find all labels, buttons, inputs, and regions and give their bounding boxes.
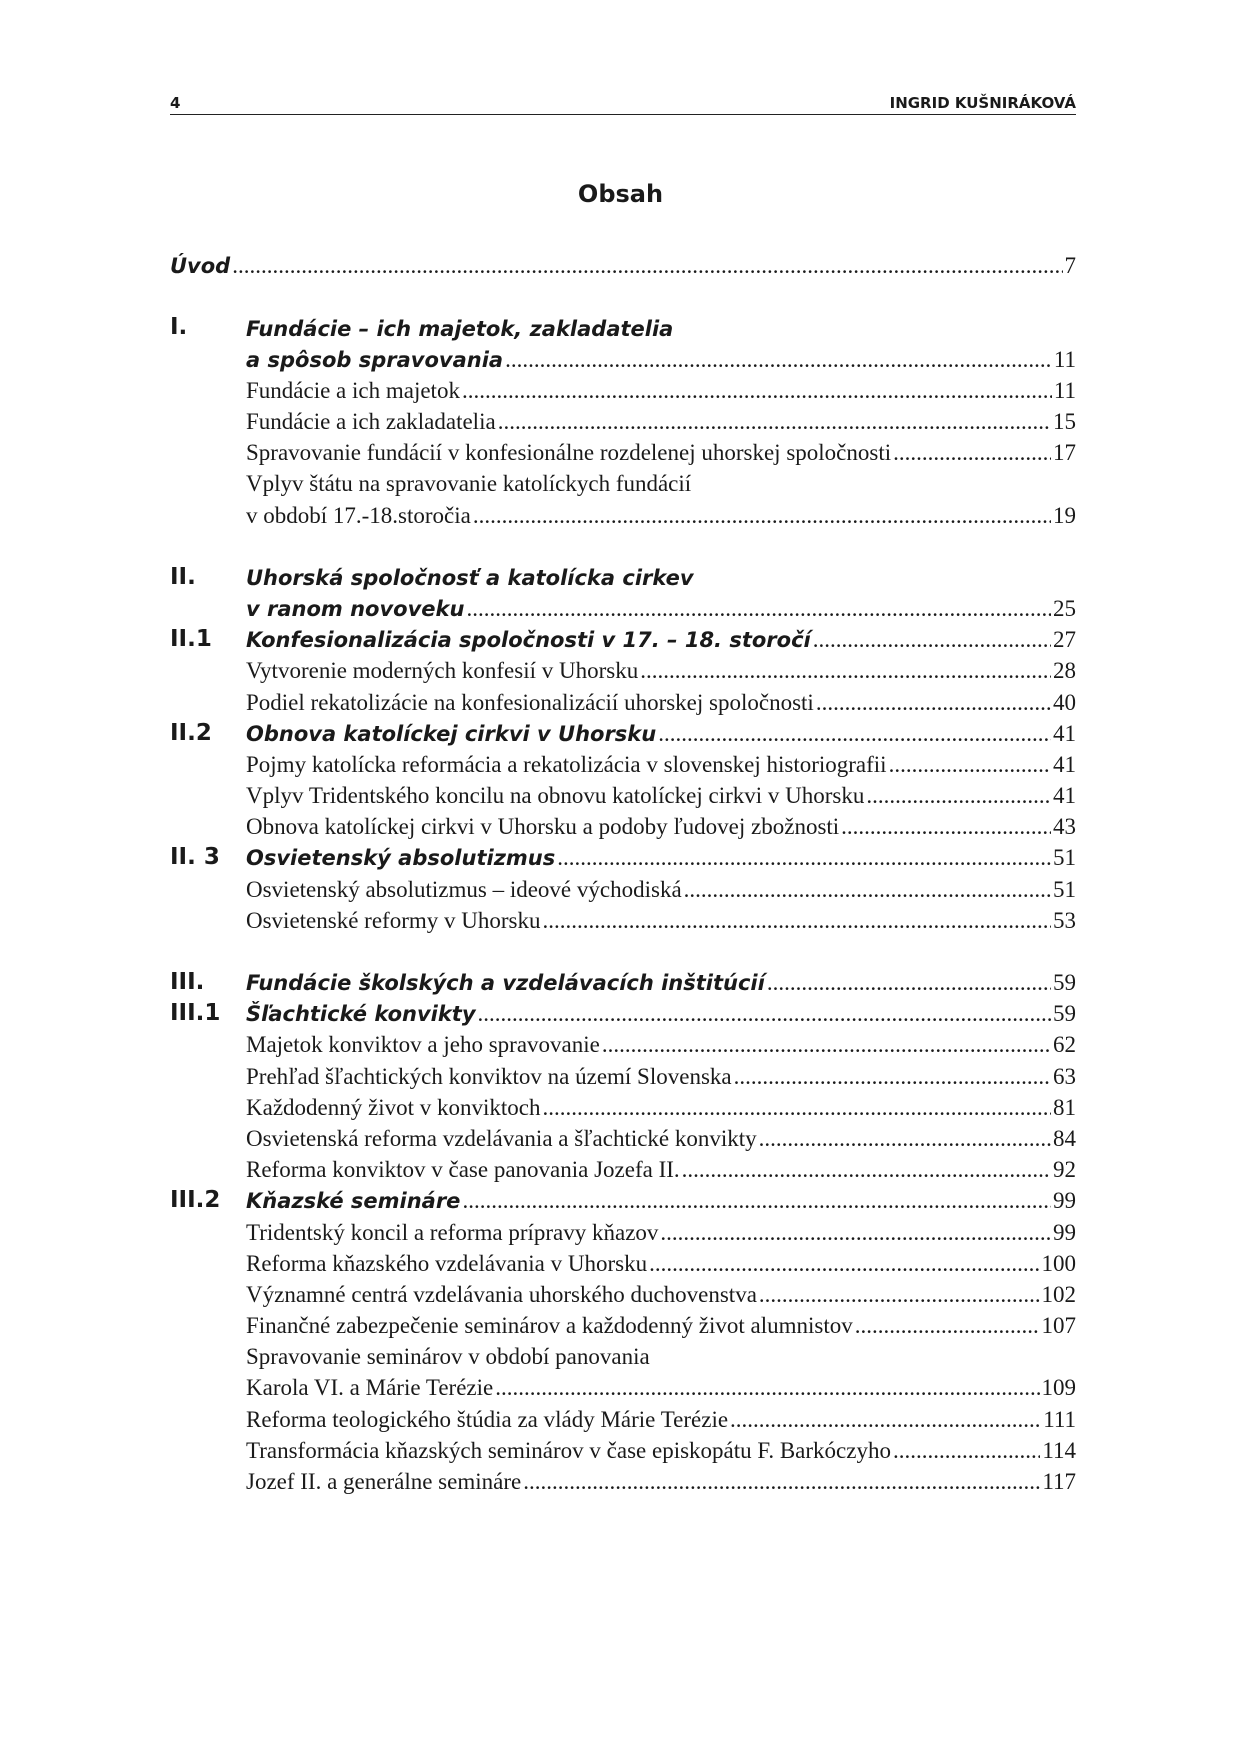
section-gap xyxy=(170,281,1076,312)
section-title: Tridentský koncil a reforma prípravy kňazov xyxy=(246,1219,659,1245)
entry-content xyxy=(246,1249,1076,1279)
toc-entry xyxy=(170,1403,1076,1434)
dot-leader xyxy=(734,1062,1051,1092)
section-title: Reforma kňazského vzdelávania v Uhorsku xyxy=(246,1250,648,1276)
toc-entry xyxy=(170,1310,1076,1341)
section-title: Vplyv Tridentského koncilu na obnovu katolíckej cirkvi v Uhorsku xyxy=(246,783,865,809)
entry-content xyxy=(246,625,1076,655)
section-title: Vytvorenie moderných konfesií v Uhorsku xyxy=(246,658,639,684)
toc-entry xyxy=(170,655,1076,686)
chapter-title: Úvod xyxy=(170,254,231,279)
dot-leader xyxy=(498,407,1051,437)
entry-content xyxy=(246,1342,1076,1372)
dot-leader xyxy=(478,999,1051,1029)
dot-leader xyxy=(473,501,1051,531)
toc-entry xyxy=(170,1123,1076,1154)
entry-content xyxy=(246,750,1076,780)
toc-entry xyxy=(170,343,1076,374)
dot-leader xyxy=(466,594,1051,624)
page-ref: 109 xyxy=(1041,1375,1076,1401)
toc-entry xyxy=(170,749,1076,780)
chapter-title: v ranom novoveku xyxy=(246,596,465,621)
toc-title: Obsah xyxy=(577,180,664,208)
toc-entry xyxy=(170,811,1076,842)
entry-content xyxy=(246,812,1076,842)
page-ref: 28 xyxy=(1053,658,1076,684)
page-ref: 11 xyxy=(1053,377,1076,403)
section-title: Osvietenský absolutizmus – ideové východiská xyxy=(246,876,682,902)
dot-leader xyxy=(542,1093,1051,1123)
entry-content xyxy=(246,1467,1076,1497)
page-ref: 17 xyxy=(1053,440,1076,466)
toc-entry xyxy=(170,1279,1076,1310)
chapter-title: Uhorská spoločnosť a katolícka cirkev xyxy=(246,566,694,591)
dot-leader xyxy=(684,875,1051,905)
entry-content xyxy=(246,501,1076,531)
page-ref: 99 xyxy=(1053,1219,1076,1245)
dot-leader xyxy=(813,625,1051,655)
entry-content xyxy=(246,1436,1076,1466)
toc-entry xyxy=(170,437,1076,468)
chapter-title: Obnova katolíckej cirkvi v Uhorsku xyxy=(246,721,657,746)
dot-leader xyxy=(767,968,1051,998)
toc-entry xyxy=(170,998,1076,1029)
page-ref: 59 xyxy=(1053,970,1076,996)
entry-content xyxy=(170,251,1076,281)
dot-leader xyxy=(889,750,1051,780)
toc-entry xyxy=(170,905,1076,936)
dot-leader xyxy=(462,376,1052,406)
entry-content xyxy=(246,1373,1076,1403)
section-title: Finančné zabezpečenie seminárov a každodenný život alumnistov xyxy=(246,1313,853,1339)
dot-leader xyxy=(730,1405,1041,1435)
page-ref: 107 xyxy=(1041,1313,1076,1339)
page-ref: 25 xyxy=(1053,595,1076,621)
chapter-number: II. xyxy=(170,563,196,590)
page-ref: 41 xyxy=(1053,751,1076,777)
toc-entry xyxy=(170,375,1076,406)
entry-content xyxy=(246,906,1076,936)
chapter-number: III.1 xyxy=(170,1000,221,1027)
section-title: Spravovanie fundácií v konfesionálne rozdelenej uhorskej spoločnosti xyxy=(246,440,892,466)
page-ref: 40 xyxy=(1053,689,1076,715)
section-title: Osvietenská reforma vzdelávania a šľachtické konvikty xyxy=(246,1125,757,1151)
chapter-title: a spôsob spravovania xyxy=(246,347,504,372)
dot-leader xyxy=(505,345,1052,375)
dot-leader xyxy=(640,656,1051,686)
toc-entry xyxy=(170,1466,1076,1497)
toc-entry xyxy=(170,1216,1076,1247)
dot-leader xyxy=(759,1280,1040,1310)
chapter-title: Konfesionalizácia spoločnosti v 17. – 18. storočí xyxy=(246,628,811,653)
entry-content xyxy=(246,1155,1076,1185)
dot-leader xyxy=(602,1030,1051,1060)
toc-entry xyxy=(170,312,1076,343)
page-ref: 41 xyxy=(1053,783,1076,809)
page-ref: 51 xyxy=(1053,845,1076,871)
dot-leader xyxy=(542,906,1051,936)
chapter-title: Fundácie – ich majetok, zakladatelia xyxy=(246,317,674,342)
entry-content xyxy=(246,875,1076,905)
chapter-number: II.2 xyxy=(170,719,212,746)
page-ref: 117 xyxy=(1042,1469,1076,1495)
page-ref: 102 xyxy=(1041,1281,1076,1307)
section-title: Vplyv štátu na spravovanie katolíckych fundácií xyxy=(246,471,692,497)
entry-content xyxy=(246,1062,1076,1092)
page-number: 4 xyxy=(170,94,181,112)
toc-entry xyxy=(170,1341,1076,1372)
entry-content xyxy=(246,1030,1076,1060)
chapter-number: II.1 xyxy=(170,626,212,653)
section-gap xyxy=(170,936,1076,967)
section-title: Spravovanie seminárov v období panovania xyxy=(246,1344,650,1370)
toc-entry xyxy=(170,250,1076,281)
page-ref: 59 xyxy=(1053,1001,1076,1027)
entry-content xyxy=(246,1405,1076,1435)
section-title: Obnova katolíckej cirkvi v Uhorsku a podoby ľudovej zbožnosti xyxy=(246,814,840,840)
toc-entry xyxy=(170,717,1076,748)
page-ref: 111 xyxy=(1043,1406,1076,1432)
page-ref: 15 xyxy=(1053,409,1076,435)
page-ref: 81 xyxy=(1053,1094,1076,1120)
section-title: Jozef II. a generálne semináre xyxy=(246,1469,522,1495)
section-title: Karola VI. a Márie Terézie xyxy=(246,1375,494,1401)
chapter-number: III. xyxy=(170,968,205,995)
entry-content xyxy=(246,1093,1076,1123)
page-ref: 92 xyxy=(1053,1157,1076,1183)
entry-content xyxy=(246,1124,1076,1154)
toc-entry xyxy=(170,406,1076,437)
chapter-title: Fundácie školských a vzdelávacích inštitúcií xyxy=(246,971,765,996)
section-title: Významné centrá vzdelávania uhorského duchovenstva xyxy=(246,1281,757,1307)
toc-entry xyxy=(170,1060,1076,1091)
toc-entry xyxy=(170,780,1076,811)
page-ref: 63 xyxy=(1053,1063,1076,1089)
toc-entry xyxy=(170,873,1076,904)
page-ref: 99 xyxy=(1053,1188,1076,1214)
section-title: Fundácie a ich majetok xyxy=(246,377,460,403)
entry-content xyxy=(246,376,1076,406)
entry-content xyxy=(246,407,1076,437)
section-gap xyxy=(170,531,1076,562)
page-ref: 62 xyxy=(1053,1032,1076,1058)
toc-entry xyxy=(170,624,1076,655)
entry-content xyxy=(246,1280,1076,1310)
entry-content xyxy=(246,469,1076,499)
chapter-number: I. xyxy=(170,314,188,341)
dot-leader xyxy=(557,843,1051,873)
entry-content xyxy=(246,438,1076,468)
dot-leader xyxy=(816,688,1051,718)
entry-content xyxy=(246,316,1076,343)
chapter-title: Kňazské semináre xyxy=(246,1189,461,1214)
chapter-title: Osvietenský absolutizmus xyxy=(246,846,556,871)
page-ref: 43 xyxy=(1053,814,1076,840)
entry-content xyxy=(246,594,1076,624)
dot-leader xyxy=(462,1186,1051,1216)
entry-content xyxy=(246,968,1076,998)
page-ref: 114 xyxy=(1042,1437,1076,1463)
dot-leader xyxy=(649,1249,1039,1279)
dot-leader xyxy=(495,1373,1039,1403)
toc-entry xyxy=(170,1372,1076,1403)
entry-content xyxy=(246,1218,1076,1248)
section-title: Reforma teologického štúdia za vlády Márie Terézie xyxy=(246,1406,729,1432)
toc-entry xyxy=(170,1435,1076,1466)
page-ref: 100 xyxy=(1041,1250,1076,1276)
toc-entry xyxy=(170,842,1076,873)
section-title: Podiel rekatolizácie na konfesionalizácií uhorskej spoločnosti xyxy=(246,689,814,715)
page-ref: 84 xyxy=(1053,1125,1076,1151)
entry-content xyxy=(246,656,1076,686)
toc-entry xyxy=(170,1029,1076,1060)
dot-leader xyxy=(660,1218,1051,1248)
dot-leader xyxy=(658,719,1051,749)
toc-entry xyxy=(170,1247,1076,1278)
toc-entry xyxy=(170,593,1076,624)
dot-leader xyxy=(866,781,1051,811)
dot-leader xyxy=(893,438,1051,468)
section-title: Transformácia kňazských seminárov v čase episkopátu F. Barkóczyho xyxy=(246,1437,891,1463)
dot-leader xyxy=(523,1467,1040,1497)
page-ref: 53 xyxy=(1053,907,1076,933)
section-title: Pojmy katolícka reformácia a rekatolizácia v slovenskej historiografii xyxy=(246,751,887,777)
toc-entry xyxy=(170,499,1076,530)
dot-leader xyxy=(841,812,1051,842)
entry-content xyxy=(246,1186,1076,1216)
page-ref: 41 xyxy=(1053,720,1076,746)
entry-content xyxy=(246,999,1076,1029)
section-title: Reforma konviktov v čase panovania Jozefa II. xyxy=(246,1157,680,1183)
toc-entry xyxy=(170,1092,1076,1123)
toc-entry xyxy=(170,1185,1076,1216)
author-running-head: INGRID KUŠNIRÁKOVÁ xyxy=(889,94,1076,112)
toc-entry xyxy=(170,562,1076,593)
chapter-number: II. 3 xyxy=(170,844,220,871)
dot-leader xyxy=(682,1155,1051,1185)
toc-entry xyxy=(170,1154,1076,1185)
page-ref: 11 xyxy=(1053,346,1076,372)
entry-content xyxy=(246,565,1076,592)
dot-leader xyxy=(855,1311,1040,1341)
entry-content xyxy=(246,688,1076,718)
section-title: v období 17.-18.storočia xyxy=(246,502,471,528)
entry-content xyxy=(246,1311,1076,1341)
page-ref: 19 xyxy=(1053,502,1076,528)
dot-leader xyxy=(232,251,1062,281)
section-title: Majetok konviktov a jeho spravovanie xyxy=(246,1032,600,1058)
running-header xyxy=(170,92,1076,115)
toc-entry xyxy=(170,967,1076,998)
section-title: Každodenný život v konviktoch xyxy=(246,1094,541,1120)
entry-content xyxy=(246,843,1076,873)
section-title: Fundácie a ich zakladatelia xyxy=(246,409,496,435)
entry-content xyxy=(246,719,1076,749)
entry-content xyxy=(246,345,1076,375)
toc-entry xyxy=(170,686,1076,717)
page-ref: 7 xyxy=(1064,253,1076,279)
dot-leader xyxy=(893,1436,1040,1466)
toc-entry xyxy=(170,468,1076,499)
page-ref: 51 xyxy=(1053,876,1076,902)
entry-content xyxy=(246,781,1076,811)
dot-leader xyxy=(759,1124,1051,1154)
table-of-contents xyxy=(170,250,1076,1497)
section-title: Prehľad šľachtických konviktov na území Slovenska xyxy=(246,1063,732,1089)
section-title: Osvietenské reformy v Uhorsku xyxy=(246,907,541,933)
page-ref: 27 xyxy=(1053,627,1076,653)
chapter-title: Šľachtické konvikty xyxy=(246,1002,476,1027)
chapter-number: III.2 xyxy=(170,1187,221,1214)
